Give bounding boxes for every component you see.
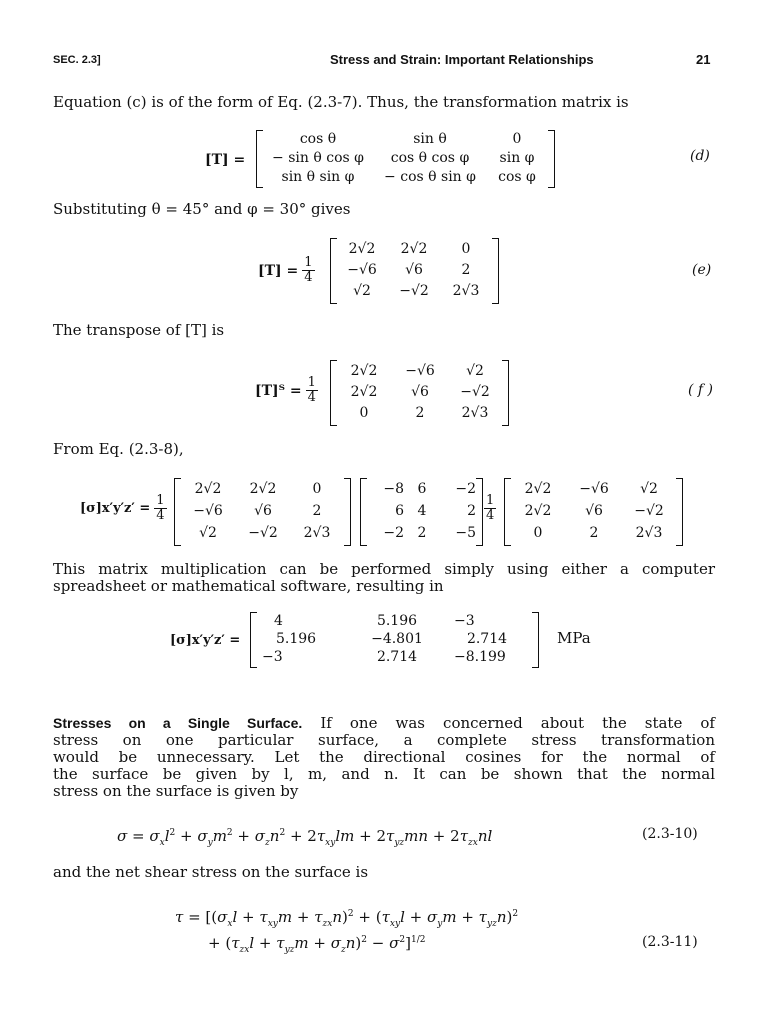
matrix-cell: 2√2 [524,503,552,519]
matrix-cell: sin θ [413,131,447,148]
matrix-cell: −3 [454,613,475,629]
matrix-cell: −3 [262,649,283,665]
matrix-cell: √2 [640,481,658,497]
eq-d-bracket-right [548,130,555,188]
matrix-cell: 2√3 [303,525,331,541]
paragraph-multiplication-1 [53,561,715,578]
matrix-cell: 2 [415,405,425,422]
paragraph-text: This matrix multiplication can be performed simply using either a computer [53,560,715,578]
matrix-cell: cos θ [299,131,337,148]
paragraph-single-surface-3 [53,749,715,766]
eq-result-bracket-right [532,612,539,668]
matrix-cell: −2 [455,481,476,497]
eq-f-lhs: [T]ᵀ = $\frac{1}{4}$ [255,375,316,405]
paragraph-text: The transpose of [T] is [53,321,225,339]
paragraph-text: spreadsheet or mathematical software, resulting in [53,577,444,595]
matrix-cell: −√2 [399,283,429,300]
paragraph-text: If one was concerned about the state of [320,714,715,732]
equation-shear-stress-line-1: $\tau = [(\sigma_xl + \tau_{xy}m + \tau_{zx}n)^2 + (\tau_{xy}l + \sigma_ym + \tau_{yz}n)^2$ [175,908,519,929]
paragraph-text: Equation (c) is of the form of Eq. (2.3-7). Thus, the transformation matrix is [53,93,629,111]
matrix-cell: 6 [417,481,427,497]
matrix-cell: −√2 [460,383,490,400]
matrix-cell: −5 [455,525,476,541]
fraction-quarter: $\frac{1}{4}$ [156,493,165,523]
equation-shear-stress-line-2: + $(\tau_{zx}l + \tau_{yz}m + \sigma_zn)^2 - \sigma^2]^{1/2}$ [208,934,426,955]
eq-product-lhs: [σ]x′y′z′ = $\frac{1}{4}$ [80,493,165,523]
matrix-cell: √6 [585,503,603,519]
matrix-cell: 5.196 [376,613,418,629]
paragraph-single-surface-2 [53,732,715,749]
matrix-cell: cos θ cos φ [390,149,470,166]
fraction-quarter: $\frac{1}{4}$ [307,375,316,405]
paragraph-shear [53,864,715,881]
matrix-cell: −8.199 [454,649,506,665]
matrix-cell: 2.714 [466,631,508,647]
eq-d-lhs: [T] = [205,152,246,168]
paragraph-text: would be unnecessary. Let the directional cosines for the normal of [53,748,715,766]
paragraph-text: stress on one particular surface, a complete stress transformation [53,731,715,749]
matrix-cell: 2√3 [452,283,480,300]
matrix-cell: 0 [312,481,322,497]
matrix-cell: −√6 [347,261,377,278]
matrix-cell: −√2 [248,525,278,541]
matrix-cell: 2√2 [194,481,222,497]
paragraph-text: stress on the surface is given by [53,782,299,800]
matrix-cell: √6 [254,503,272,519]
matrix-cell: √6 [411,383,429,400]
matrix-cell: √2 [353,283,371,300]
matrix-cell: −2 [383,525,404,541]
eq-product-scale [484,494,496,523]
matrix-cell: −8 [383,481,404,497]
eq-e-bracket-right [492,238,499,304]
eq-e-label: (e) [692,262,712,278]
matrix-cell: 2 [589,525,599,541]
paragraph-text: the surface be given by l, m, and n. It can be shown that the normal [53,765,715,783]
eq-product-m1-bracket-right [344,478,351,546]
eq-f-bracket-right [502,360,509,426]
matrix-cell: 2 [461,261,471,278]
eq-result-bracket-left [250,612,257,668]
matrix-cell: −√6 [579,481,609,497]
matrix-cell: 2√2 [249,481,277,497]
paragraph-intro [53,94,715,111]
matrix-cell: 2.714 [376,649,418,665]
section-tag: SEC. 2.3] [53,54,101,66]
fraction-quarter: $\frac{1}{4}$ [486,493,495,523]
matrix-cell: 0 [359,405,369,422]
paragraph-transpose [53,322,715,339]
matrix-cell: cos φ [498,168,536,185]
matrix-cell: 2√3 [461,405,489,422]
eq-f-label: ( f ) [688,382,714,398]
matrix-cell: sin θ sin φ [281,168,355,185]
eq-product-matrix-3 [510,478,676,544]
matrix-cell: 2√2 [348,240,376,257]
paragraph-substituting [53,201,715,218]
running-title: Stress and Strain: Important Relationships [330,52,594,67]
paragraph-single-surface-5 [53,783,715,800]
matrix-cell: − sin θ cos φ [272,149,364,166]
matrix-cell: −√2 [634,503,664,519]
paragraph-text: Substituting θ = 45° and φ = 30° gives [53,200,351,218]
matrix-cell: 4 [274,613,283,629]
eq-result-lhs: [σ]x′y′z′ = [170,633,241,648]
matrix-cell: −√6 [405,362,435,379]
eq-number-2-3-10: (2.3-10) [642,826,698,842]
eq-result-matrix [262,612,532,666]
matrix-cell: 0 [533,525,543,541]
paragraph-single-surface-1 [53,715,715,732]
matrix-cell: 2 [417,525,427,541]
matrix-cell: √2 [199,525,217,541]
paragraph-from-eq [53,441,715,458]
eq-number-2-3-11: (2.3-11) [642,934,698,950]
matrix-cell: √2 [466,362,484,379]
page-number: 21 [696,52,711,67]
matrix-cell: 5.196 [276,631,317,647]
eq-product-matrix-2 [366,478,476,544]
matrix-cell: − cos θ sin φ [384,168,476,185]
fraction-quarter: $\frac{1}{4}$ [304,255,313,285]
equation-normal-stress: $\sigma = \sigma_xl^2 + \sigma_ym^2 + \sigma_zn^2 + 2\tau_{xy}lm + 2\tau_{yz}mn + 2\tau_{zx}nl$ [117,827,493,848]
eq-d-label: (d) [690,148,710,164]
eq-product-matrix-1 [180,478,344,544]
matrix-cell: 4 [417,503,427,519]
matrix-cell: −4.801 [371,631,423,647]
matrix-cell: 6 [395,503,404,519]
paragraph-multiplication-2 [53,578,715,595]
eq-result-unit: MPa [557,629,591,647]
matrix-cell: 2√2 [350,362,378,379]
eq-d-matrix [262,130,548,186]
run-in-heading: Stresses on a Single Surface. [53,715,303,731]
matrix-cell: 0 [512,131,522,148]
matrix-cell: 2√3 [635,525,663,541]
paragraph-text: and the net shear stress on the surface is [53,863,369,881]
matrix-cell: 2 [312,503,322,519]
matrix-cell: 2√2 [400,240,428,257]
paragraph-single-surface-4 [53,766,715,783]
matrix-cell: 2√2 [524,481,552,497]
matrix-cell: −√6 [193,503,223,519]
eq-product-m2-bracket-right [476,478,483,546]
matrix-cell: √6 [405,261,423,278]
eq-product-m3-bracket-right [676,478,683,546]
eq-e-matrix [336,238,492,302]
matrix-cell: 2√2 [350,383,378,400]
eq-f-matrix [336,360,502,424]
matrix-cell: 2 [467,503,476,519]
matrix-cell: 0 [461,240,471,257]
paragraph-text: From Eq. (2.3-8), [53,440,184,458]
matrix-cell: sin φ [499,149,535,166]
eq-e-lhs: [T] = $\frac{1}{4}$ [258,255,313,285]
